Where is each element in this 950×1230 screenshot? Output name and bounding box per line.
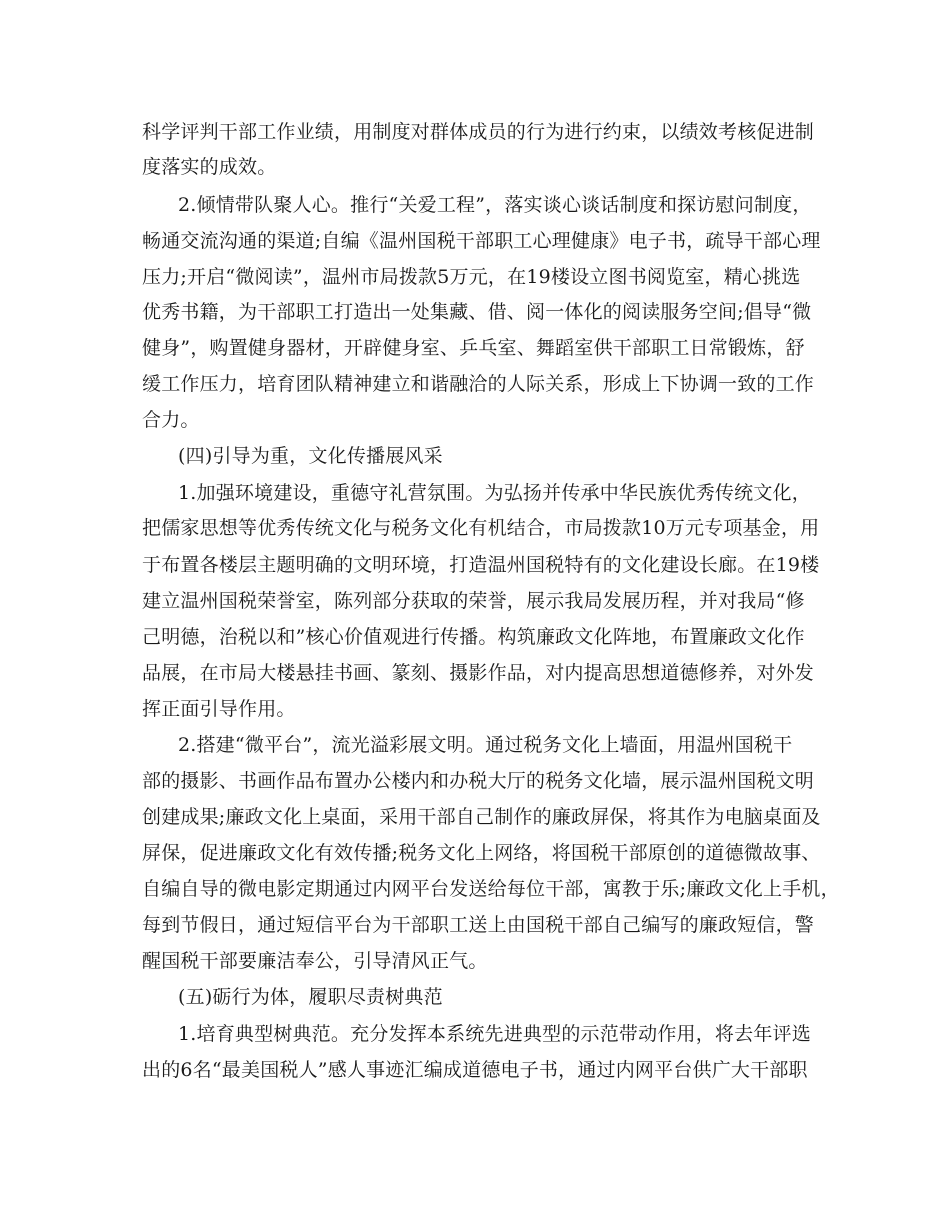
text-line: 建立温州国税荣誉室，陈列部分获取的荣誉，展示我局发展历程，并对我局“修 [142, 590, 805, 612]
text-line: 己明德，治税以和”核心价值观进行传播。构筑廉政文化阵地，布置廉政文化作 [142, 626, 805, 648]
text-line: 缓工作压力，培育团队精神建立和谐融洽的人际关系，形成上下协调一致的工作 [142, 373, 815, 395]
paragraph-first-line: 1.培育典型树典范。充分发挥本系统先进典型的示范带动作用，将去年评选 [178, 1023, 811, 1045]
paragraph-first-line: 1.加强环境建设，重德守礼营氛围。为弘扬并传承中华民族优秀传统文化， [178, 482, 811, 504]
text-line: 优秀书籍，为干部职工打造出一处集藏、借、阅一体化的阅读服务空间;倡导“微 [142, 301, 812, 323]
section-heading: (四)引导为重，文化传播展风采 [178, 445, 443, 467]
text-line: 每到节假日，通过短信平台为干部职工送上由国税干部自己编写的廉政短信，警 [142, 914, 815, 936]
text-line: 品展，在市局大楼悬挂书画、篆刻、摄影作品，对内提高思想道德修养，对外发 [142, 662, 815, 684]
text-line: 部的摄影、书画作品布置办公楼内和办税大厅的税务文化墙，展示温州国税文明 [142, 770, 815, 792]
text-line: 挥正面引导作用。 [142, 698, 296, 720]
paragraph-first-line: 2.倾情带队聚人心。推行“关爱工程”，落实谈心谈话制度和探访慰问制度， [178, 194, 812, 216]
text-line: 合力。 [142, 409, 200, 431]
text-line: 屏保，促进廉政文化有效传播;税务文化上网络，将国税干部原创的道德微故事、 [142, 842, 821, 864]
text-line: 压力;开启“微阅读”，温州市局拨款5万元，在19楼设立图书阅览室，精心挑选 [142, 266, 801, 288]
text-line: 把儒家思想等优秀传统文化与税务文化有机结合，市局拨款10万元专项基金，用 [142, 517, 820, 539]
text-line: 健身”，购置健身器材，开辟健身室、乒乓室、舞蹈室供干部职工日常锻炼，舒 [142, 337, 805, 359]
paragraph-first-line: 2.搭建“微平台”，流光溢彩展文明。通过税务文化上墙面，用温州国税干 [178, 734, 793, 756]
text-line: 自编自导的微电影定期通过内网平台发送给每位干部，寓教于乐;廉政文化上手机， [142, 878, 840, 900]
text-line: 度落实的成效。 [142, 156, 277, 178]
text-line: 创建成果;廉政文化上桌面，采用干部自己制作的廉政屏保，将其作为电脑桌面及 [142, 806, 821, 828]
text-line: 科学评判干部工作业绩，用制度对群体成员的行为进行约束，以绩效考核促进制 [142, 121, 815, 143]
text-line: 出的6名“最美国税人”感人事迹汇编成道德电子书，通过内网平台供广大干部职 [142, 1059, 808, 1081]
text-line: 于布置各楼层主题明确的文明环境，打造温州国税特有的文化建设长廊。在19楼 [142, 554, 820, 576]
section-heading: (五)砺行为体，履职尽责树典范 [178, 986, 443, 1008]
text-line: 畅通交流沟通的渠道;自编《温州国税干部职工心理健康》电子书，疏导干部心理 [142, 230, 821, 252]
text-line: 醒国税干部要廉洁奉公，引导清风正气。 [142, 950, 488, 972]
